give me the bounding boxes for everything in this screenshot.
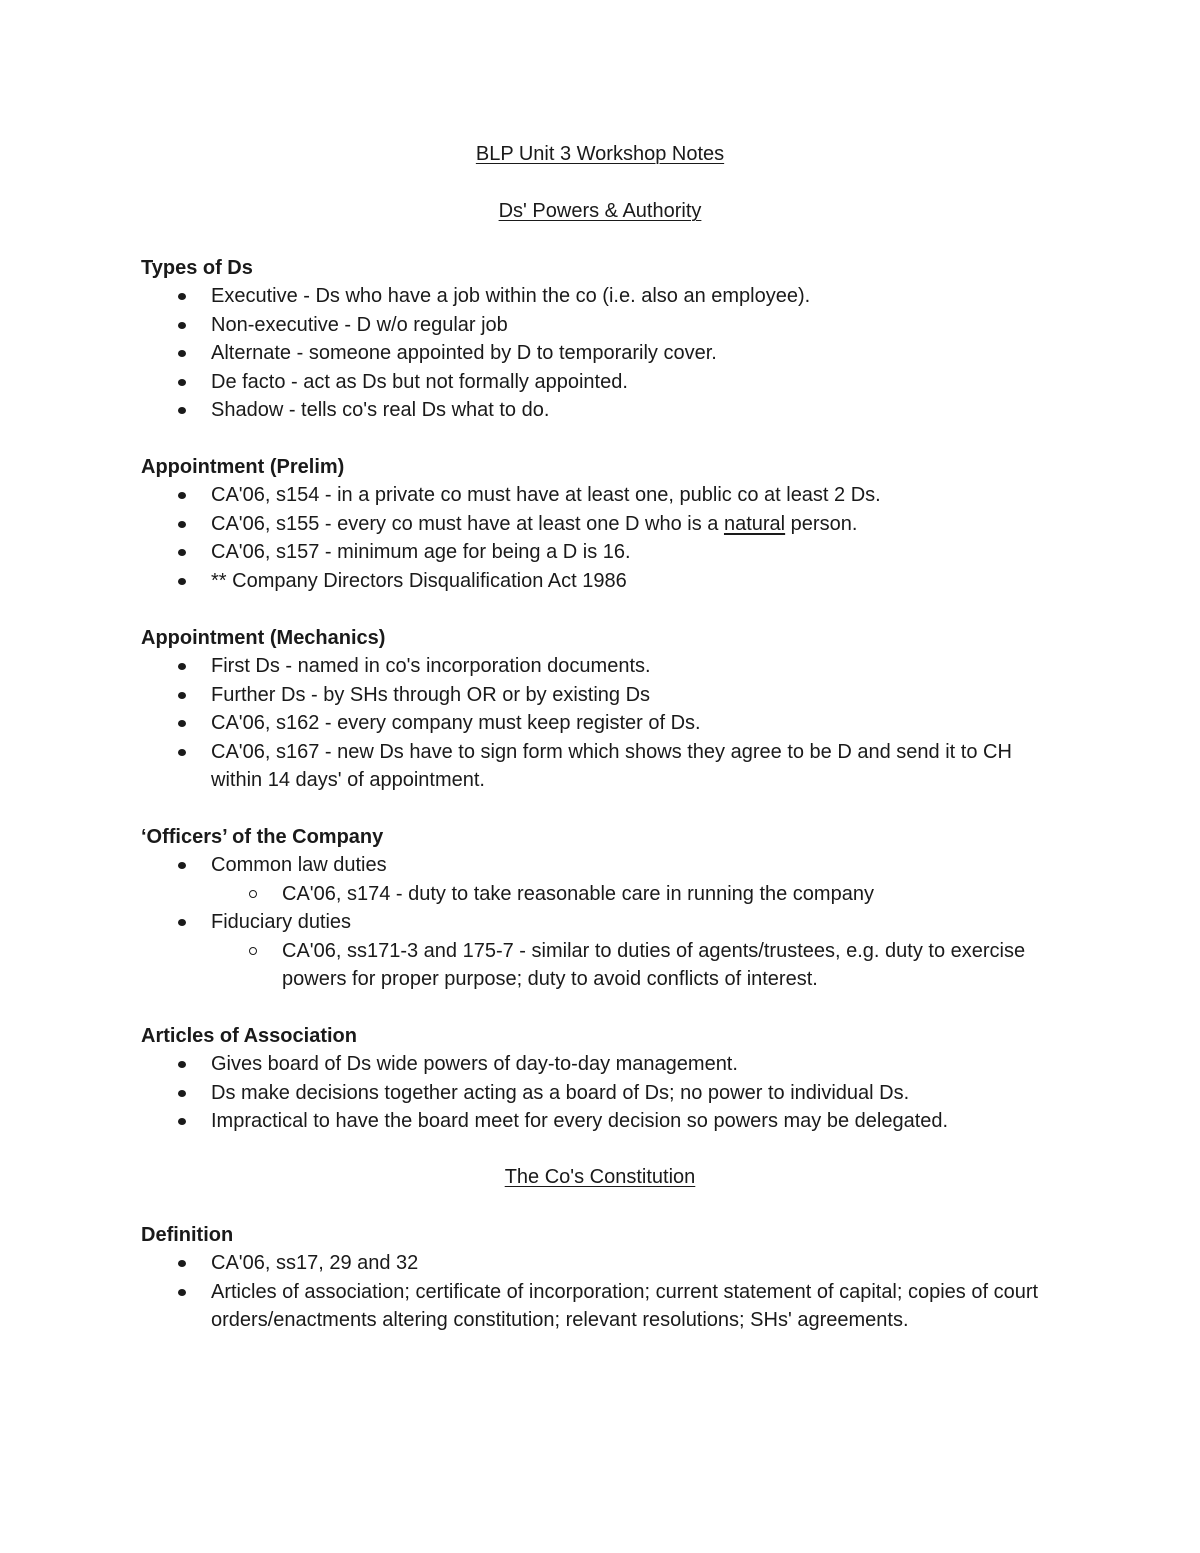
list-item: Common law duties CA'06, s174 - duty to take reasonable care in running the company (0, 851, 1200, 908)
list-officers (0, 851, 1200, 994)
bullet-icon (178, 1061, 186, 1068)
bullet-icon (178, 521, 186, 528)
list-item: CA'06, s167 - new Ds have to sign form which shows they agree to be D and send it to CH within 14 days' of appointment. (0, 738, 1200, 795)
heading-articles: Articles of Association (141, 1025, 357, 1047)
list-item: CA'06, s162 - every company must keep register of Ds. (0, 709, 1200, 738)
bullet-icon (178, 1260, 186, 1267)
bullet-icon (178, 293, 186, 300)
list-item: Gives board of Ds wide powers of day-to-day management. (0, 1050, 1200, 1079)
bullet-icon (178, 407, 186, 414)
list-item: Fiduciary duties CA'06, ss171-3 and 175-7 - similar to duties of agents/trustees, e.g. duty to exercise powers for proper purpose; duty to avoid conflicts of interest. (0, 908, 1200, 994)
list-types-of-ds (0, 282, 1200, 425)
list-item: CA'06, s155 - every co must have at least one D who is a natural person. (0, 510, 1200, 539)
list-item: Impractical to have the board meet for every decision so powers may be delegated. (0, 1107, 1200, 1136)
list-definition (0, 1249, 1200, 1335)
heading-officers: ‘Officers’ of the Company (141, 826, 384, 848)
section-title-powers: Ds' Powers & Authority (498, 200, 702, 222)
bullet-icon (178, 322, 186, 329)
list-item: Shadow - tells co's real Ds what to do. (0, 396, 1200, 425)
sublist-item: CA'06, ss171-3 and 175-7 - similar to duties of agents/trustees, e.g. duty to exercise powers for proper purpose; duty to avoid conflicts of interest. (0, 937, 1060, 994)
bullet-icon (178, 492, 186, 499)
list-item: CA'06, ss17, 29 and 32 (0, 1249, 1200, 1278)
document-title: BLP Unit 3 Workshop Notes (475, 143, 725, 165)
sublist-fiduciary (211, 937, 1060, 994)
list-item: Executive - Ds who have a job within the co (i.e. also an employee). (0, 282, 1200, 311)
bullet-icon (178, 578, 186, 585)
bullet-icon (178, 862, 186, 869)
section-title-constitution: The Co's Constitution (504, 1166, 696, 1188)
bullet-icon (178, 749, 186, 756)
list-item: Non-executive - D w/o regular job (0, 311, 1200, 340)
sublist-item: CA'06, s174 - duty to take reasonable care in running the company (0, 880, 1060, 909)
heading-types-of-ds: Types of Ds (141, 257, 253, 279)
list-item: De facto - act as Ds but not formally appointed. (0, 368, 1200, 397)
hollow-bullet-icon (249, 947, 257, 955)
list-item: Alternate - someone appointed by D to temporarily cover. (0, 339, 1200, 368)
list-item: Further Ds - by SHs through OR or by existing Ds (0, 681, 1200, 710)
bullet-icon (178, 663, 186, 670)
list-item: Articles of association; certificate of incorporation; current statement of capital; copies of court orders/enactments altering constitution; relevant resolutions; SHs' agreements. (0, 1278, 1200, 1335)
list-item: CA'06, s154 - in a private co must have at least one, public co at least 2 Ds. (0, 481, 1200, 510)
bullet-icon (178, 350, 186, 357)
bullet-icon (178, 1090, 186, 1097)
bullet-icon (178, 1118, 186, 1125)
heading-appointment-prelim: Appointment (Prelim) (141, 456, 345, 478)
list-appointment-prelim (0, 481, 1200, 595)
bullet-icon (178, 919, 186, 926)
underlined-word: natural (723, 512, 786, 535)
hollow-bullet-icon (249, 890, 257, 898)
list-item: Ds make decisions together acting as a board of Ds; no power to individual Ds. (0, 1079, 1200, 1108)
bullet-icon (178, 720, 186, 727)
heading-definition: Definition (141, 1224, 234, 1246)
list-item: ** Company Directors Disqualification Act 1986 (0, 567, 1200, 596)
bullet-icon (178, 549, 186, 556)
list-item: CA'06, s157 - minimum age for being a D is 16. (0, 538, 1200, 567)
heading-appointment-mechanics: Appointment (Mechanics) (141, 627, 386, 649)
bullet-icon (178, 379, 186, 386)
bullet-icon (178, 692, 186, 699)
list-item: First Ds - named in co's incorporation documents. (0, 652, 1200, 681)
list-appointment-mechanics (0, 652, 1200, 795)
sublist-common-law (211, 880, 1060, 909)
list-articles (0, 1050, 1200, 1136)
bullet-icon (178, 1289, 186, 1296)
